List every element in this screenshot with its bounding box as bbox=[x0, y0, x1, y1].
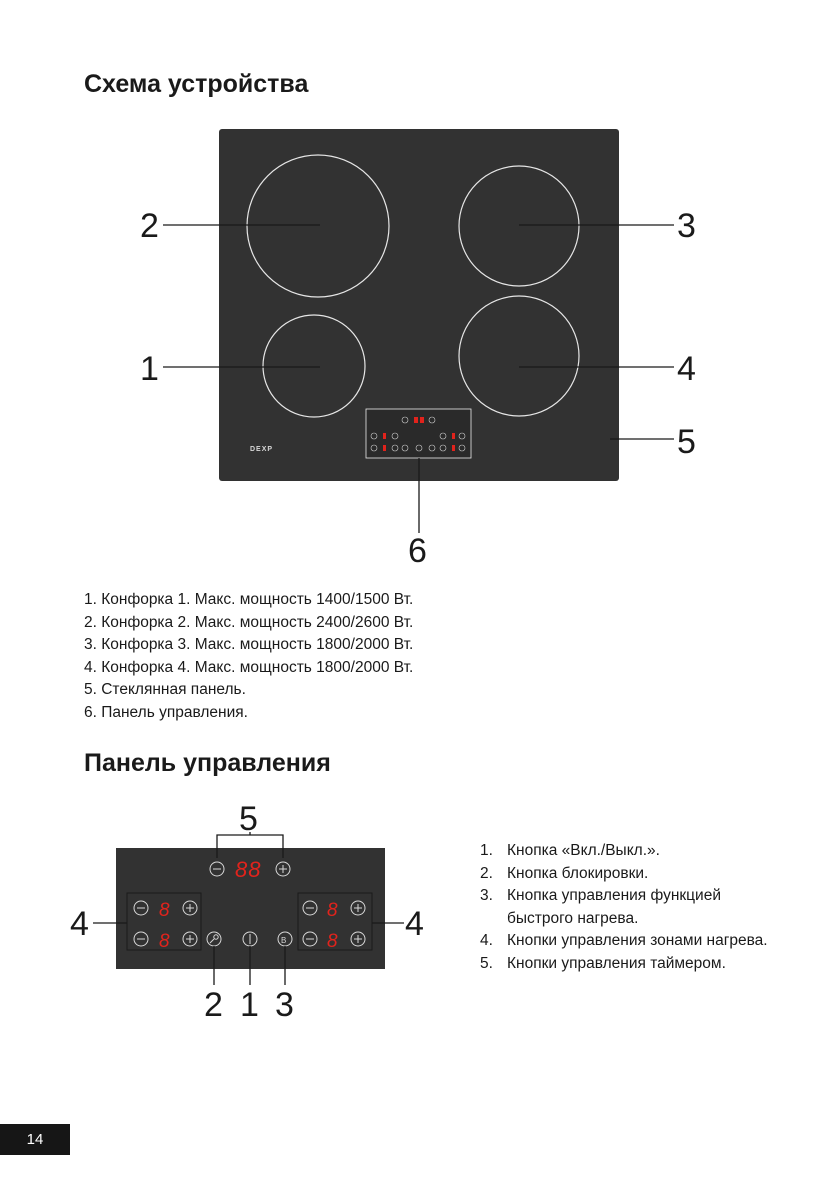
zone-display: 8 bbox=[327, 900, 338, 921]
mini-control-panel bbox=[366, 409, 471, 458]
zone-display: 8 bbox=[159, 900, 170, 921]
list-item: 4. Кнопки управления зонами нагрева. bbox=[480, 932, 768, 950]
callout-label-1: 1 bbox=[240, 986, 259, 1024]
callout-label-3: 3 bbox=[275, 986, 294, 1024]
page-number: 14 bbox=[0, 1124, 70, 1155]
callout-label-2: 2 bbox=[140, 207, 159, 245]
section-title: Панель управления bbox=[84, 749, 331, 777]
list-item: 4. Конфорка 4. Макс. мощность 1800/2000 Вт. bbox=[84, 658, 414, 676]
callout-label-5: 5 bbox=[677, 423, 696, 461]
list-item: 2. Конфорка 2. Макс. мощность 2400/2600 Вт. bbox=[84, 613, 414, 631]
zone-display: 8 bbox=[327, 931, 338, 952]
callout-label-4: 4 bbox=[70, 905, 89, 943]
control-panel-list bbox=[480, 840, 790, 976]
list-item: 3. Кнопка управления функцией быстрого нагрева. bbox=[480, 887, 721, 927]
list-item: 1. Кнопка «Вкл./Выкл.». bbox=[480, 842, 660, 859]
boost-icon: B bbox=[281, 936, 287, 945]
list-item: 2. Кнопка блокировки. bbox=[480, 864, 649, 882]
list-item: 3. Конфорка 3. Макс. мощность 1800/2000 Вт. bbox=[84, 636, 414, 654]
brand-logo: DEXP bbox=[250, 446, 274, 453]
hob-diagram bbox=[0, 0, 839, 580]
list-item: 5. Стеклянная панель. bbox=[84, 681, 246, 699]
callout-label-1: 1 bbox=[140, 350, 159, 388]
list-item: 5. Кнопки управления таймером. bbox=[480, 954, 726, 972]
callout-label-2: 2 bbox=[204, 986, 223, 1024]
spec-list bbox=[84, 589, 413, 725]
callout-label-4: 4 bbox=[405, 905, 424, 943]
list-item: 1. Конфорка 1. Макс. мощность 1400/1500 Вт. bbox=[84, 591, 414, 608]
timer-display: 88 bbox=[235, 857, 262, 882]
callout-label-5: 5 bbox=[239, 800, 258, 838]
page-title: Схема устройства bbox=[84, 70, 309, 98]
callout-label-6: 6 bbox=[408, 532, 427, 570]
zone-display: 8 bbox=[159, 931, 170, 952]
callout-label-3: 3 bbox=[677, 207, 696, 245]
list-item: 6. Панель управления. bbox=[84, 703, 248, 721]
callout-label-4: 4 bbox=[677, 350, 696, 388]
